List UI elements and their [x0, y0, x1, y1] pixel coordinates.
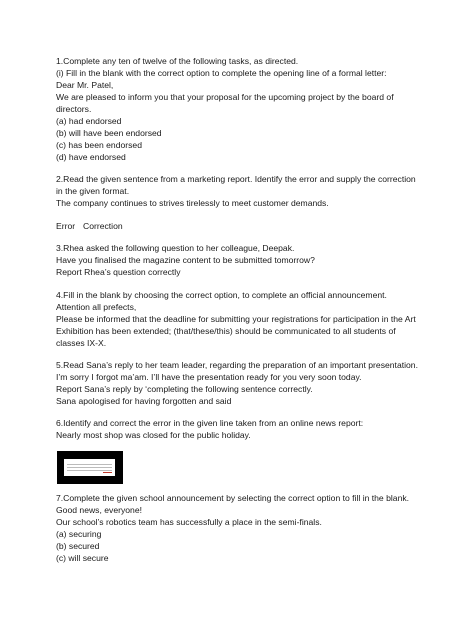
q5-line4: Sana apologised for having forgotten and said	[56, 396, 232, 406]
q7-option-c: (c) will secure	[56, 553, 109, 563]
q5-line2: I’m sorry I forgot ma’am. I’ll have the presentation ready for you very soon today.	[56, 372, 362, 382]
q3-line1: 3.Rhea asked the following question to her colleague, Deepak.	[56, 243, 295, 253]
embedded-table-thumbnail	[57, 451, 123, 484]
thumbnail-rule	[67, 467, 112, 468]
thumbnail-sheet	[64, 459, 115, 476]
q1-line2: directors.	[56, 104, 92, 114]
q6-line2: Nearly most shop was closed for the public holiday.	[56, 430, 251, 440]
q7-option-b: (b) secured	[56, 541, 100, 551]
q7-option-a: (a) securing	[56, 529, 102, 539]
q3-line3: Report Rhea’s question correctly	[56, 267, 181, 277]
q2-error-label: Error	[56, 221, 76, 231]
q2-line1: 2.Read the given sentence from a marketing report. Identify the error and supply the correction	[56, 174, 416, 184]
q4-line4: Exhibition has been extended; (that/these/this) should be communicated to all students of	[56, 326, 396, 336]
q4-line5: classes IX-X.	[56, 338, 107, 348]
q6-line1: 6.Identify and correct the error in the given line taken from an online news report:	[56, 418, 364, 428]
q1-title: 1.Complete any ten of twelve of the following tasks, as directed.	[56, 56, 299, 66]
q5-line1: 5.Read Sana’s reply to her team leader, regarding the preparation of an important presentation.	[56, 360, 418, 370]
q1-option-c: (c) has been endorsed	[56, 140, 142, 150]
q1-instruction: (i) Fill in the blank with the correct option to complete the opening line of a formal letter:	[56, 68, 387, 78]
q2-correction-label: Correction	[83, 221, 123, 231]
q1-salutation: Dear Mr. Patel,	[56, 80, 114, 90]
q5-line3: Report Sana’s reply by ‘completing the following sentence correctly.	[56, 384, 313, 394]
q7-line1: 7.Complete the given school announcement by selecting the correct option to fill in the blank.	[56, 493, 410, 503]
q4-line2: Attention all prefects,	[56, 302, 137, 312]
q1-option-d: (d) have endorsed	[56, 152, 126, 162]
thumbnail-rule	[67, 464, 112, 465]
q4-line1: 4.Fill in the blank by choosing the correct option, to complete an official announcement.	[56, 290, 387, 300]
q2-line2: in the given format.	[56, 186, 130, 196]
q4-line3: Please be informed that the deadline for submitting your registrations for participation in the Art	[56, 314, 416, 324]
q2-sentence: The company continues to strives tirelessly to meet customer demands.	[56, 198, 329, 208]
q1-option-a: (a) had endorsed	[56, 116, 122, 126]
q7-line2: Good news, everyone!	[56, 505, 142, 515]
q1-option-b: (b) will have been endorsed	[56, 128, 162, 138]
q7-line3: Our school’s robotics team has successfully a place in the semi-finals.	[56, 517, 322, 527]
q1-line1: We are pleased to inform you that your proposal for the upcoming project by the board of	[56, 92, 394, 102]
thumbnail-red-mark	[103, 472, 112, 474]
q3-line2: Have you finalised the magazine content to be submitted tomorrow?	[56, 255, 315, 265]
